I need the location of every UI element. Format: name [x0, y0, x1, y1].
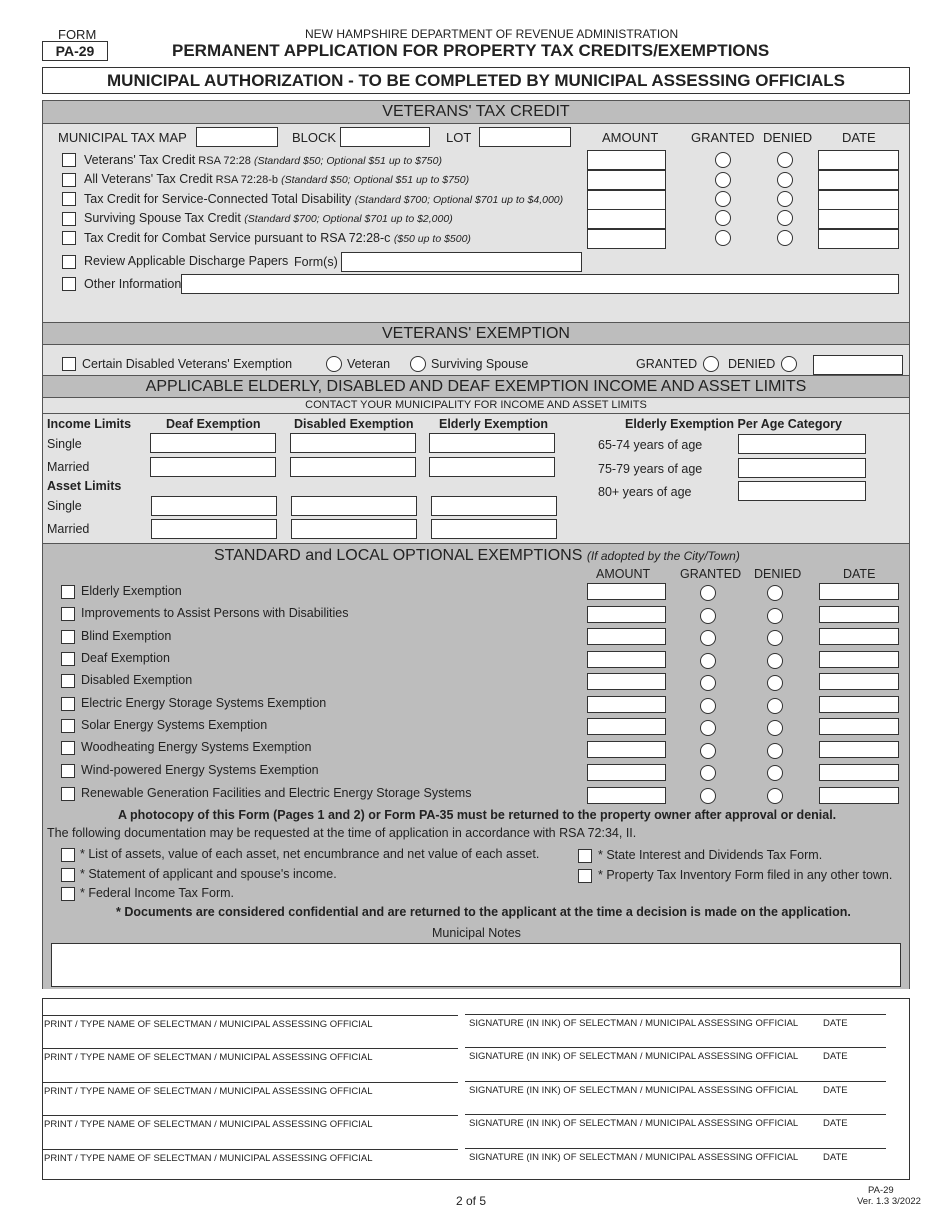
doc-label: * Property Tax Inventory Form filed in any other town.	[598, 868, 893, 882]
credit-date-input[interactable]	[818, 209, 899, 229]
lot-input[interactable]	[479, 127, 571, 147]
other-info-label: Other Information	[84, 277, 182, 291]
std-date-header: DATE	[843, 567, 876, 581]
age-input[interactable]	[738, 458, 866, 478]
signature-line[interactable]	[465, 1081, 886, 1082]
deaf-header: Deaf Exemption	[166, 417, 261, 431]
date-label: DATE	[823, 1118, 848, 1129]
municipal-notes-label: Municipal Notes	[432, 926, 521, 940]
print-name-label: PRINT / TYPE NAME OF SELECTMAN / MUNICIPAL ASSESSING OFFICIAL	[44, 1052, 373, 1063]
forms-label: Form(s)	[294, 255, 338, 269]
exemption-amount-input[interactable]	[587, 741, 666, 758]
doc-checkbox[interactable]	[61, 868, 75, 882]
exemption-amount-input[interactable]	[587, 583, 666, 600]
other-info-checkbox[interactable]	[62, 277, 76, 291]
credit-date-input[interactable]	[818, 190, 899, 210]
credit-amount-input[interactable]	[587, 190, 666, 210]
signature-label: SIGNATURE (IN INK) OF SELECTMAN / MUNICIPAL ASSESSING OFFICIAL	[469, 1118, 799, 1129]
exemption-amount-input[interactable]	[587, 787, 666, 804]
block-label: BLOCK	[292, 130, 337, 145]
date-header: DATE	[842, 130, 876, 145]
exemption-granted-radio[interactable]	[700, 653, 716, 669]
municipal-notes-input[interactable]	[51, 943, 901, 987]
std-amount-header: AMOUNT	[596, 567, 651, 581]
credit-granted-radio[interactable]	[715, 172, 731, 188]
print-name-label: PRINT / TYPE NAME OF SELECTMAN / MUNICIPAL ASSESSING OFFICIAL	[44, 1086, 373, 1097]
credit-note: (Standard $50; Optional $51 up to $750)	[281, 174, 470, 186]
credit-date-input[interactable]	[818, 150, 899, 170]
exemption-date-input[interactable]	[819, 741, 899, 758]
signature-line[interactable]	[465, 1047, 886, 1048]
asset-married-label: Married	[47, 522, 90, 536]
exemption-denied-radio[interactable]	[767, 765, 783, 781]
print-name-label: PRINT / TYPE NAME OF SELECTMAN / MUNICIPAL ASSESSING OFFICIAL	[44, 1119, 373, 1130]
surviving-spouse-radio[interactable]	[410, 356, 426, 372]
exemption-date-input[interactable]	[819, 606, 899, 623]
credit-ref: RSA 72:28-b	[212, 174, 282, 186]
block-input[interactable]	[340, 127, 430, 147]
limits-title: APPLICABLE ELDERLY, DISABLED AND DEAF EXEMPTION INCOME AND ASSET LIMITS	[43, 376, 909, 397]
surviving-spouse-label: Surviving Spouse	[431, 357, 529, 371]
credit-granted-radio[interactable]	[715, 191, 731, 207]
credit-denied-radio[interactable]	[777, 191, 793, 207]
exemption-label: Solar Energy Systems Exemption	[81, 718, 268, 732]
name-line[interactable]	[42, 1048, 458, 1049]
credit-amount-input[interactable]	[587, 170, 666, 190]
exemption-date-input[interactable]	[819, 718, 899, 735]
exemption-label: Disabled Exemption	[81, 673, 193, 687]
footer-version: Ver. 1.3 3/2022	[857, 1196, 921, 1207]
exemption-date-input[interactable]	[819, 628, 899, 645]
disabled-income-single-input[interactable]	[290, 433, 416, 453]
confidential-notice: * Documents are considered confidential and are returned to the applicant at the time a decision is made on the application.	[116, 905, 851, 919]
signature-label: SIGNATURE (IN INK) OF SELECTMAN / MUNICIPAL ASSESSING OFFICIAL	[469, 1051, 799, 1062]
signature-label: SIGNATURE (IN INK) OF SELECTMAN / MUNICIPAL ASSESSING OFFICIAL	[469, 1085, 799, 1096]
doc-checkbox[interactable]	[61, 887, 75, 901]
form-code: PA-29	[42, 41, 108, 61]
credit-granted-radio[interactable]	[715, 230, 731, 246]
signature-label: SIGNATURE (IN INK) OF SELECTMAN / MUNICIPAL ASSESSING OFFICIAL	[469, 1152, 799, 1163]
exemption-denied-radio[interactable]	[767, 608, 783, 624]
doc-label: * State Interest and Dividends Tax Form.	[598, 848, 823, 862]
footer-form-code: PA-29	[868, 1185, 894, 1196]
elderly-asset-married-input[interactable]	[431, 519, 557, 539]
credit-label: Tax Credit for Combat Service pursuant to RSA 72:28-c	[84, 231, 394, 245]
credit-date-input[interactable]	[818, 229, 899, 249]
exemption-label: Elderly Exemption	[81, 584, 182, 598]
doc-checkbox[interactable]	[578, 869, 592, 883]
deaf-asset-single-input[interactable]	[151, 496, 277, 516]
doc-label: * Statement of applicant and spouse's income.	[80, 867, 337, 881]
credit-label: All Veterans' Tax Credit	[84, 172, 213, 186]
exemption-denied-radio[interactable]	[767, 630, 783, 646]
deaf-asset-married-input[interactable]	[151, 519, 277, 539]
exemption-label: Renewable Generation Facilities and Electric Energy Storage Systems	[81, 786, 472, 800]
elderly-asset-single-input[interactable]	[431, 496, 557, 516]
subtitle-bar	[42, 67, 910, 94]
credit-checkbox[interactable]	[62, 173, 76, 187]
veterans-exemption-title: VETERANS' EXEMPTION	[43, 323, 909, 345]
exemption-granted-radio[interactable]	[700, 698, 716, 714]
exemption-granted-radio[interactable]	[700, 630, 716, 646]
disabled-veterans-checkbox[interactable]	[62, 357, 76, 371]
granted-header: GRANTED	[691, 130, 755, 145]
asset-limits-label: Asset Limits	[47, 479, 122, 493]
veterans-tax-credit-title: VETERANS' TAX CREDIT	[43, 101, 909, 124]
photocopy-notice: A photocopy of this Form (Pages 1 and 2) or Form PA-35 must be returned to the property owner after approval or denial.	[118, 808, 837, 822]
exemption-denied-radio[interactable]	[767, 698, 783, 714]
lot-label: LOT	[446, 130, 472, 145]
exemption-checkbox[interactable]	[61, 719, 75, 733]
income-limits-label: Income Limits	[47, 417, 132, 431]
exemption-granted-radio[interactable]	[700, 743, 716, 759]
age-input[interactable]	[738, 434, 866, 454]
exemption-granted-radio[interactable]	[700, 720, 716, 736]
tax-map-label: MUNICIPAL TAX MAP	[58, 130, 187, 145]
deaf-income-married-input[interactable]	[150, 457, 276, 477]
standard-title-note: (If adopted by the City/Town)	[586, 549, 740, 563]
exemption-date-input[interactable]	[819, 673, 899, 690]
credit-denied-radio[interactable]	[777, 210, 793, 226]
veteran-label: Veteran	[347, 357, 391, 371]
exemption-amount-input[interactable]	[587, 696, 666, 713]
print-name-label: PRINT / TYPE NAME OF SELECTMAN / MUNICIPAL ASSESSING OFFICIAL	[44, 1153, 373, 1164]
print-name-label: PRINT / TYPE NAME OF SELECTMAN / MUNICIPAL ASSESSING OFFICIAL	[44, 1019, 373, 1030]
elderly-header: Elderly Exemption	[439, 417, 549, 431]
exemption-date-input[interactable]	[819, 651, 899, 668]
credit-label: Veterans' Tax Credit	[84, 153, 196, 167]
exemption-denied-radio[interactable]	[767, 743, 783, 759]
tax-map-input[interactable]	[196, 127, 278, 147]
exemption-denied-radio[interactable]	[767, 788, 783, 804]
per-age-header: Elderly Exemption Per Age Category	[625, 417, 842, 431]
exemption-date-input[interactable]	[819, 583, 899, 600]
elderly-income-single-input[interactable]	[429, 433, 555, 453]
exemption-checkbox[interactable]	[61, 787, 75, 801]
credit-granted-radio[interactable]	[715, 210, 731, 226]
asset-single-label: Single	[47, 499, 82, 513]
exemption-label: Blind Exemption	[81, 629, 172, 643]
exemption-granted-radio[interactable]	[703, 356, 719, 372]
doc-checkbox[interactable]	[61, 848, 75, 862]
date-label: DATE	[823, 1085, 848, 1096]
exemption-denied-radio[interactable]	[767, 653, 783, 669]
limits-contact: CONTACT YOUR MUNICIPALITY FOR INCOME AND ASSET LIMITS	[43, 397, 909, 414]
credit-checkbox[interactable]	[62, 212, 76, 226]
exemption-amount-input[interactable]	[587, 628, 666, 645]
other-info-input[interactable]	[181, 274, 899, 294]
deaf-income-single-input[interactable]	[150, 433, 276, 453]
exemption-amount-input[interactable]	[587, 673, 666, 690]
exemption-checkbox[interactable]	[61, 697, 75, 711]
exemption-granted-radio[interactable]	[700, 608, 716, 624]
credit-granted-radio[interactable]	[715, 152, 731, 168]
elderly-income-married-input[interactable]	[429, 457, 555, 477]
std-denied-header: DENIED	[754, 567, 802, 581]
form-title: PERMANENT APPLICATION FOR PROPERTY TAX CREDITS/EXEMPTIONS	[172, 41, 770, 60]
exemption-granted-radio[interactable]	[700, 765, 716, 781]
exemption-date-input[interactable]	[819, 764, 899, 781]
credit-denied-radio[interactable]	[777, 230, 793, 246]
signature-line[interactable]	[465, 1148, 886, 1149]
credit-checkbox[interactable]	[62, 192, 76, 206]
subtitle: MUNICIPAL AUTHORIZATION - TO BE COMPLETED BY MUNICIPAL ASSESSING OFFICIALS	[107, 71, 845, 90]
exemption-label: Wind-powered Energy Systems Exemption	[81, 763, 319, 777]
veteran-radio[interactable]	[326, 356, 342, 372]
credit-checkbox[interactable]	[62, 231, 76, 245]
exemption-amount-input[interactable]	[587, 764, 666, 781]
signature-label: SIGNATURE (IN INK) OF SELECTMAN / MUNICIPAL ASSESSING OFFICIAL	[469, 1018, 799, 1029]
credit-amount-input[interactable]	[587, 150, 666, 170]
exemption-granted-label: GRANTED	[636, 357, 698, 371]
name-line[interactable]	[42, 1015, 458, 1016]
exemption-denied-radio[interactable]	[767, 585, 783, 601]
credit-denied-radio[interactable]	[777, 172, 793, 188]
credit-label: Surviving Spouse Tax Credit	[84, 211, 245, 225]
signature-line[interactable]	[465, 1114, 886, 1115]
std-granted-header: GRANTED	[680, 567, 742, 581]
exemption-checkbox[interactable]	[61, 607, 75, 621]
doc-checkbox[interactable]	[578, 849, 592, 863]
exemption-amount-input[interactable]	[587, 651, 666, 668]
name-line[interactable]	[42, 1082, 458, 1083]
credit-denied-radio[interactable]	[777, 152, 793, 168]
credit-date-input[interactable]	[818, 170, 899, 190]
signature-line[interactable]	[465, 1014, 886, 1015]
credit-checkbox[interactable]	[62, 153, 76, 167]
date-label: DATE	[823, 1051, 848, 1062]
income-married-label: Married	[47, 460, 90, 474]
exemption-denied-radio[interactable]	[767, 720, 783, 736]
exemption-date-input[interactable]	[819, 787, 899, 804]
forms-input[interactable]	[341, 252, 582, 272]
exemption-granted-radio[interactable]	[700, 585, 716, 601]
exemption-denied-radio[interactable]	[781, 356, 797, 372]
exemption-denied-radio[interactable]	[767, 675, 783, 691]
exemption-denied-label: DENIED	[728, 357, 776, 371]
discharge-checkbox[interactable]	[62, 255, 76, 269]
credit-note: (Standard $700; Optional $701 up to $2,000)	[244, 213, 453, 225]
amount-header: AMOUNT	[602, 130, 659, 145]
exemption-checkbox[interactable]	[61, 764, 75, 778]
credit-amount-input[interactable]	[587, 229, 666, 249]
credit-amount-input[interactable]	[587, 209, 666, 229]
exemption-granted-radio[interactable]	[700, 675, 716, 691]
disabled-asset-married-input[interactable]	[291, 519, 417, 539]
exemption-checkbox[interactable]	[61, 630, 75, 644]
name-line[interactable]	[42, 1149, 458, 1150]
standard-title-text: STANDARD and LOCAL OPTIONAL EXEMPTIONS	[214, 547, 583, 564]
documentation-notice: The following documentation may be requested at the time of application in accordance with RSA 72:34, II.	[47, 826, 637, 840]
exemption-checkbox[interactable]	[61, 652, 75, 666]
denied-header: DENIED	[763, 130, 813, 145]
exemption-amount-input[interactable]	[587, 718, 666, 735]
exemption-label: Woodheating Energy Systems Exemption	[81, 740, 312, 754]
credit-note: (Standard $700; Optional $701 up to $4,000)	[354, 194, 564, 206]
form-word: FORM	[58, 27, 97, 42]
agency-name: NEW HAMPSHIRE DEPARTMENT OF REVENUE ADMINISTRATION	[305, 27, 679, 41]
exemption-granted-radio[interactable]	[700, 788, 716, 804]
disabled-income-married-input[interactable]	[290, 457, 416, 477]
age-label: 65-74 years of age	[598, 438, 703, 452]
exemption-label: Deaf Exemption	[81, 651, 170, 665]
discharge-label: Review Applicable Discharge Papers	[84, 254, 289, 268]
age-label: 75-79 years of age	[598, 462, 703, 476]
credit-label: Tax Credit for Service-Connected Total Disability	[84, 192, 355, 206]
page-number: 2 of 5	[456, 1194, 487, 1208]
disabled-veterans-label: Certain Disabled Veterans' Exemption	[82, 357, 293, 371]
exemption-checkbox[interactable]	[61, 674, 75, 688]
date-label: DATE	[823, 1152, 848, 1163]
credit-note: ($50 up to $500)	[393, 233, 471, 245]
exemption-checkbox[interactable]	[61, 741, 75, 755]
income-single-label: Single	[47, 437, 82, 451]
credit-ref: RSA 72:28	[195, 155, 254, 167]
exemption-checkbox[interactable]	[61, 585, 75, 599]
exemption-amount-input[interactable]	[587, 606, 666, 623]
exemption-date-input[interactable]	[819, 696, 899, 713]
disabled-asset-single-input[interactable]	[291, 496, 417, 516]
exemption-label: Improvements to Assist Persons with Disabilities	[81, 606, 349, 620]
age-label: 80+ years of age	[598, 485, 692, 499]
date-label: DATE	[823, 1018, 848, 1029]
name-line[interactable]	[42, 1115, 458, 1116]
age-input[interactable]	[738, 481, 866, 501]
exemption-label: Electric Energy Storage Systems Exemption	[81, 696, 327, 710]
doc-label: * Federal Income Tax Form.	[80, 886, 234, 900]
doc-label: * List of assets, value of each asset, net encumbrance and net value of each asset.	[80, 847, 540, 861]
standard-title	[214, 547, 740, 565]
exemption-date-input[interactable]	[813, 355, 903, 375]
credit-note: (Standard $50; Optional $51 up to $750)	[253, 155, 442, 167]
disabled-header: Disabled Exemption	[294, 417, 414, 431]
